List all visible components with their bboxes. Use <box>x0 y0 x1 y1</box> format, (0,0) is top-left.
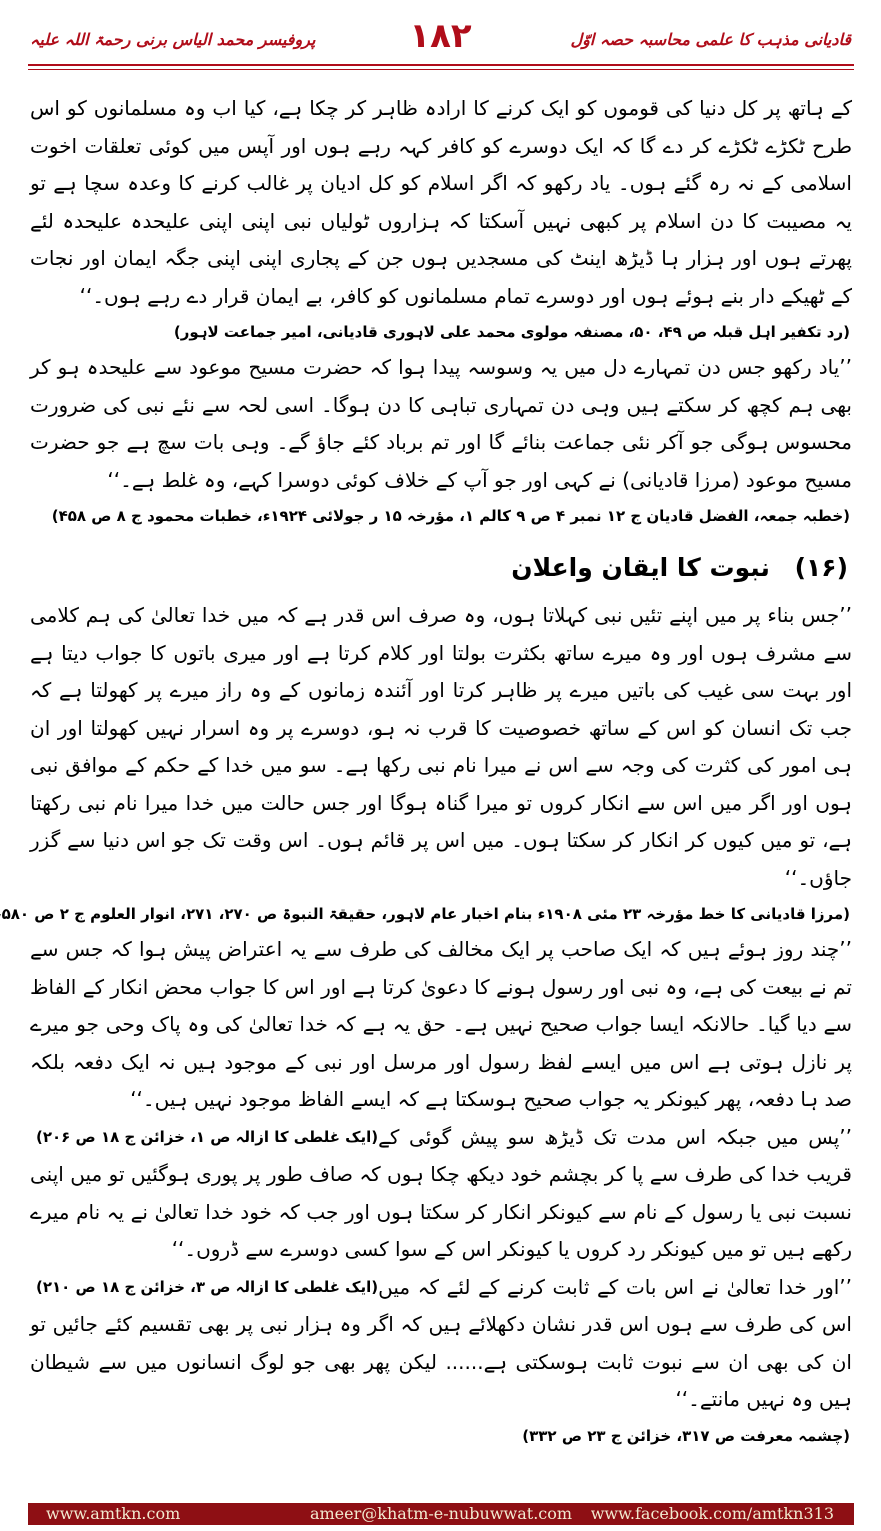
book-title: قادیانی مذہب کا علمی محاسبہ حصہ اوّل <box>570 30 851 49</box>
citation: (چشمہ معرفت ص ۳۱۷، خزائن ج ۲۳ ص ۳۳۲) <box>522 1426 850 1445</box>
section-heading <box>28 543 854 593</box>
quote-paragraph: کے ہاتھ پر کل دنیا کی قوموں کو ایک کرنے کا ارادہ ظاہر کر چکا ہے، کیا اب وہ مسلمانوں کو اس طرح ٹکڑے ٹکڑے کر دے گا کہ ایک دوسرے کو کافر کہہ رہے ہوں اور آپس میں کوئی تعلقات اخوت اسلامی کے نہ رہ گئے ہوں۔ یاد رکھو کہ اگر اسلام کو کل ادیان پر غالب کرنے کا وعدہ سچا ہے تو یہ مصیبت کا دن اسلام پر کبھی نہیں آسکتا کہ ہزاروں ٹولیاں نبی اپنی اپنی علیحدہ علیحدہ لئے پھرتے ہوں اور ہزار ہا ڈیڑھ اینٹ کی مسجدیں ہوں جن کے پجاری اپنی اپنی جگہ ایمان اور نجات کے ٹھیکے دار بنے ہوئے ہوں اور دوسرے تمام مسلمانوں کو کافر، بے ایمان قرار دے رہے ہوں۔‘‘ <box>30 96 852 308</box>
citation: (ایک غلطی کا ازالہ ص ۱، خزائن ج ۱۸ ص ۲۰۶) <box>36 1127 379 1146</box>
section-title: نبوت کا ایقان واعلان <box>511 553 770 582</box>
email-link[interactable]: ameer@khatm-e-nubuwwat.com <box>309 1504 573 1523</box>
citation: (ایک غلطی کا ازالہ ص ۳، خزائن ج ۱۸ ص ۲۱۰) <box>36 1277 379 1296</box>
citation: (خطبہ جمعہ، الفضل قادیان ج ۱۲ نمبر ۴ ص ۹ کالم ۱، مؤرخہ ۱۵ ر جولائی ۱۹۲۴ء، خطبات محمود ج ۸ ص ۴۵۸) <box>51 507 850 525</box>
citation: (مرزا قادیانی کا خط مؤرخہ ۲۳ مئی ۱۹۰۸ء بنام اخبار عام لاہور، حقیقۃ النبوۃ ص ۲۷۰، ۲۷۱، انوار العلوم ج ۲ ص ۵۸۰ <box>1 905 850 923</box>
website-link[interactable]: www.amtkn.com <box>46 1504 181 1523</box>
facebook-link[interactable]: www.facebook.com/amtkn313 <box>590 1504 834 1523</box>
header-rule-top <box>28 64 854 66</box>
quote-text: ’’چند روز ہوئے ہیں کہ ایک صاحب پر ایک مخالف کی طرف سے یہ اعتراض پیش ہوا کہ جس سے تم نے بیعت کی ہے، وہ نبی اور رسول ہونے کا دعویٰ کرتا ہے اور اس کا جواب محض انکار کے الفاظ سے دیا گیا۔ حالانکہ ایسا جواب صحیح نہیں ہے۔ حق یہ ہے کہ خدا تعالیٰ کی وہ پاک وحی جو میرے پر نازل ہوتی ہے اس میں ایسے لفظ رسول اور مرسل اور نبی کے موجود ہیں نہ ایک دفعہ بلکہ صد ہا دفعہ، پھر کیونکر یہ جواب صحیح ہوسکتا ہے کہ ایسے الفاظ موجود نہیں ہیں۔‘‘ <box>30 937 852 1111</box>
citation: (رد تکفیر اہل قبلہ ص ۴۹، ۵۰، مصنفہ مولوی محمد علی لاہوری قادیانی، امیر جماعت لاہور) <box>173 323 850 341</box>
page-header <box>0 0 881 60</box>
page-number: ١٨٢ <box>409 16 472 56</box>
quote-paragraph: ’’جس بناء پر میں اپنے تئیں نبی کہلاتا ہوں، وہ صرف اس قدر ہے کہ میں خدا تعالیٰ کی ہم کلامی سے مشرف ہوں اور وہ میرے ساتھ بکثرت بولتا اور کلام کرتا ہے اور میری باتوں کا جواب دیتا ہے اور بہت سی غیب کی باتیں میرے پر ظاہر کرتا اور آئندہ زمانوں کے وہ راز میرے پر کھولتا ہے کہ جب تک انسان کو اس کے ساتھ خصوصیت کا قرب نہ ہو، دوسرے پر وہ اسرار نہیں کھولتا اور ان ہی امور کی کثرت کی وجہ سے اس نے میرا نام نبی رکھا ہے۔ سو میں خدا کے حکم کے موافق نبی ہوں اور اگر میں اس سے انکار کروں تو میرا گناہ ہوگا اور جس حالت میں خدا میرا نام نبی رکھتا ہے، تو میں کیوں کر انکار کر سکتا ہوں۔ میں اس پر قائم ہوں۔ اس وقت تک جو اس دنیا سے گزر جاؤں۔‘‘ <box>30 603 852 890</box>
header-rule-bottom <box>28 69 854 70</box>
page-body <box>1 90 854 1453</box>
quote-paragraph: ’’اور خدا تعالیٰ نے اس بات کے ثابت کرنے کے لئے کہ میں اس کی طرف سے ہوں اس قدر نشان دکھلائے ہیں کہ اگر وہ ہزار نبی پر بھی تقسیم کئے جائیں تو ان کی بھی ان سے نبوت ثابت ہوسکتی ہے...... لیکن پھر بھی جو لوگ انسانوں میں سے شیطان ہیں وہ نہیں مانتے۔‘‘ <box>30 1274 852 1411</box>
section-number: (۱۶) <box>794 553 848 582</box>
author-name: پروفیسر محمد الیاس برنی رحمۃ اللہ علیہ <box>30 30 316 49</box>
page-footer <box>28 1503 854 1525</box>
quote-paragraph: ’’یاد رکھو جس دن تمہارے دل میں یہ وسوسہ پیدا ہوا کہ حضرت مسیح موعود سے علیحدہ ہو کر بھی ہم کچھ کر سکتے ہیں وہی دن تمہاری تباہی کا دن ہوگا۔ اسی لحہ سے نئے نبی کی ضرورت محسوس ہوگی جو آکر نئی جماعت بنائے گا اور تم برباد کئے جاؤ گے۔ وہی بات سچ ہے جو حضرت مسیح موعود (مرزا قادیانی) نے کہی اور جو آپ کے خلاف کوئی دوسرا کہے، وہ غلط ہے۔‘‘ <box>30 355 852 492</box>
quote-text: ’’پس میں جبکہ اس مدت تک ڈیڑھ سو پیش گوئی کے قریب خدا کی طرف سے پا کر بچشم خود دیکھ چکا ہوں کہ صاف طور پر پوری ہوگئیں تو میں اپنی نسبت نبی یا رسول کے نام سے کیونکر انکار کر سکتا ہوں اور جب کہ خود خدا تعالیٰ نے یہ نام میرے رکھے ہیں تو میں کیونکر رد کروں یا کیونکر اس کے سوا کسی دوسرے سے ڈروں۔‘‘ <box>30 1124 852 1261</box>
quote-paragraph <box>28 931 854 1146</box>
